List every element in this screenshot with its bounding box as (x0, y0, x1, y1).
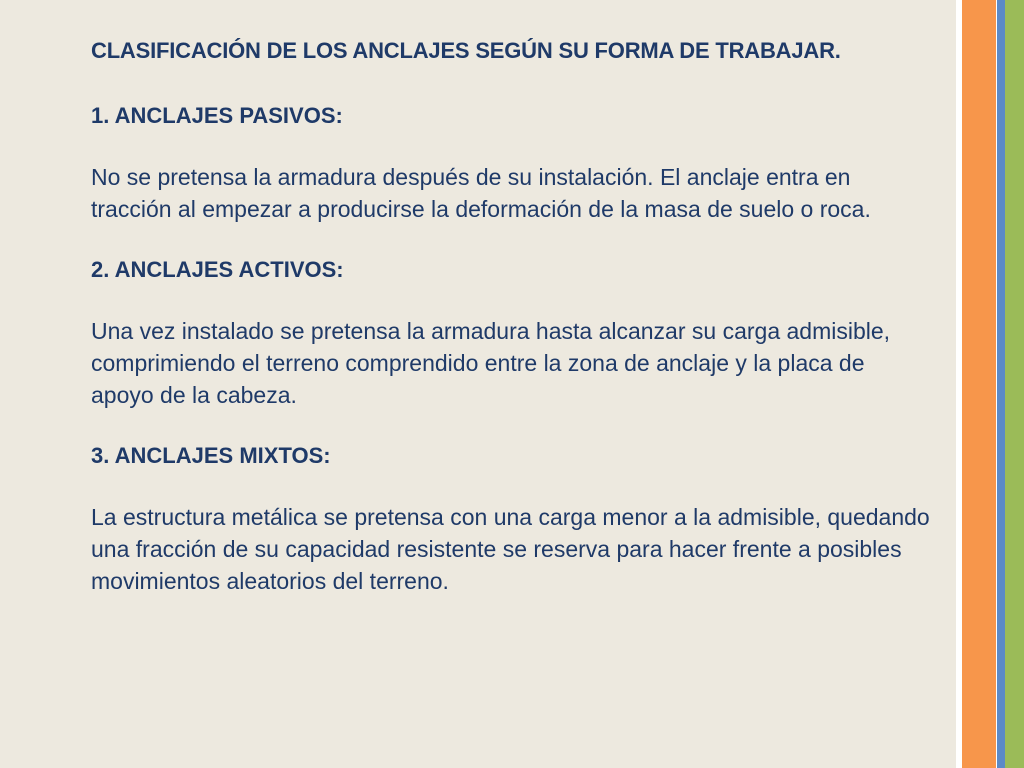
section-heading-activos: 2. ANCLAJES ACTIVOS: (91, 257, 344, 282)
slide-title: CLASIFICACIÓN DE LOS ANCLAJES SEGÚN SU FORMA DE TRABAJAR. (91, 38, 841, 63)
section-body-pasivos: No se pretensa la armadura después de su instalación. El anclaje entra en tracción al empezar a producirse la deformación de la masa de suelo o roca. (91, 164, 871, 222)
orange-stripe (962, 0, 996, 768)
section-heading-mixtos: 3. ANCLAJES MIXTOS: (91, 443, 331, 468)
section-heading-pasivos: 1. ANCLAJES PASIVOS: (91, 103, 343, 128)
section-body-mixtos: La estructura metálica se pretensa con una carga menor a la admisible, quedando una fracción de su capacidad resistente se reserva para hacer frente a posibles movimientos aleatorios del terreno. (91, 504, 930, 594)
green-stripe (1005, 0, 1024, 768)
section-body-activos: Una vez instalado se pretensa la armadura hasta alcanzar su carga admisible, comprimiendo el terreno comprendido entre la zona de anclaje y la placa de apoyo de la cabeza. (91, 318, 891, 408)
slide-content (91, 34, 931, 627)
blue-stripe (997, 0, 1005, 768)
